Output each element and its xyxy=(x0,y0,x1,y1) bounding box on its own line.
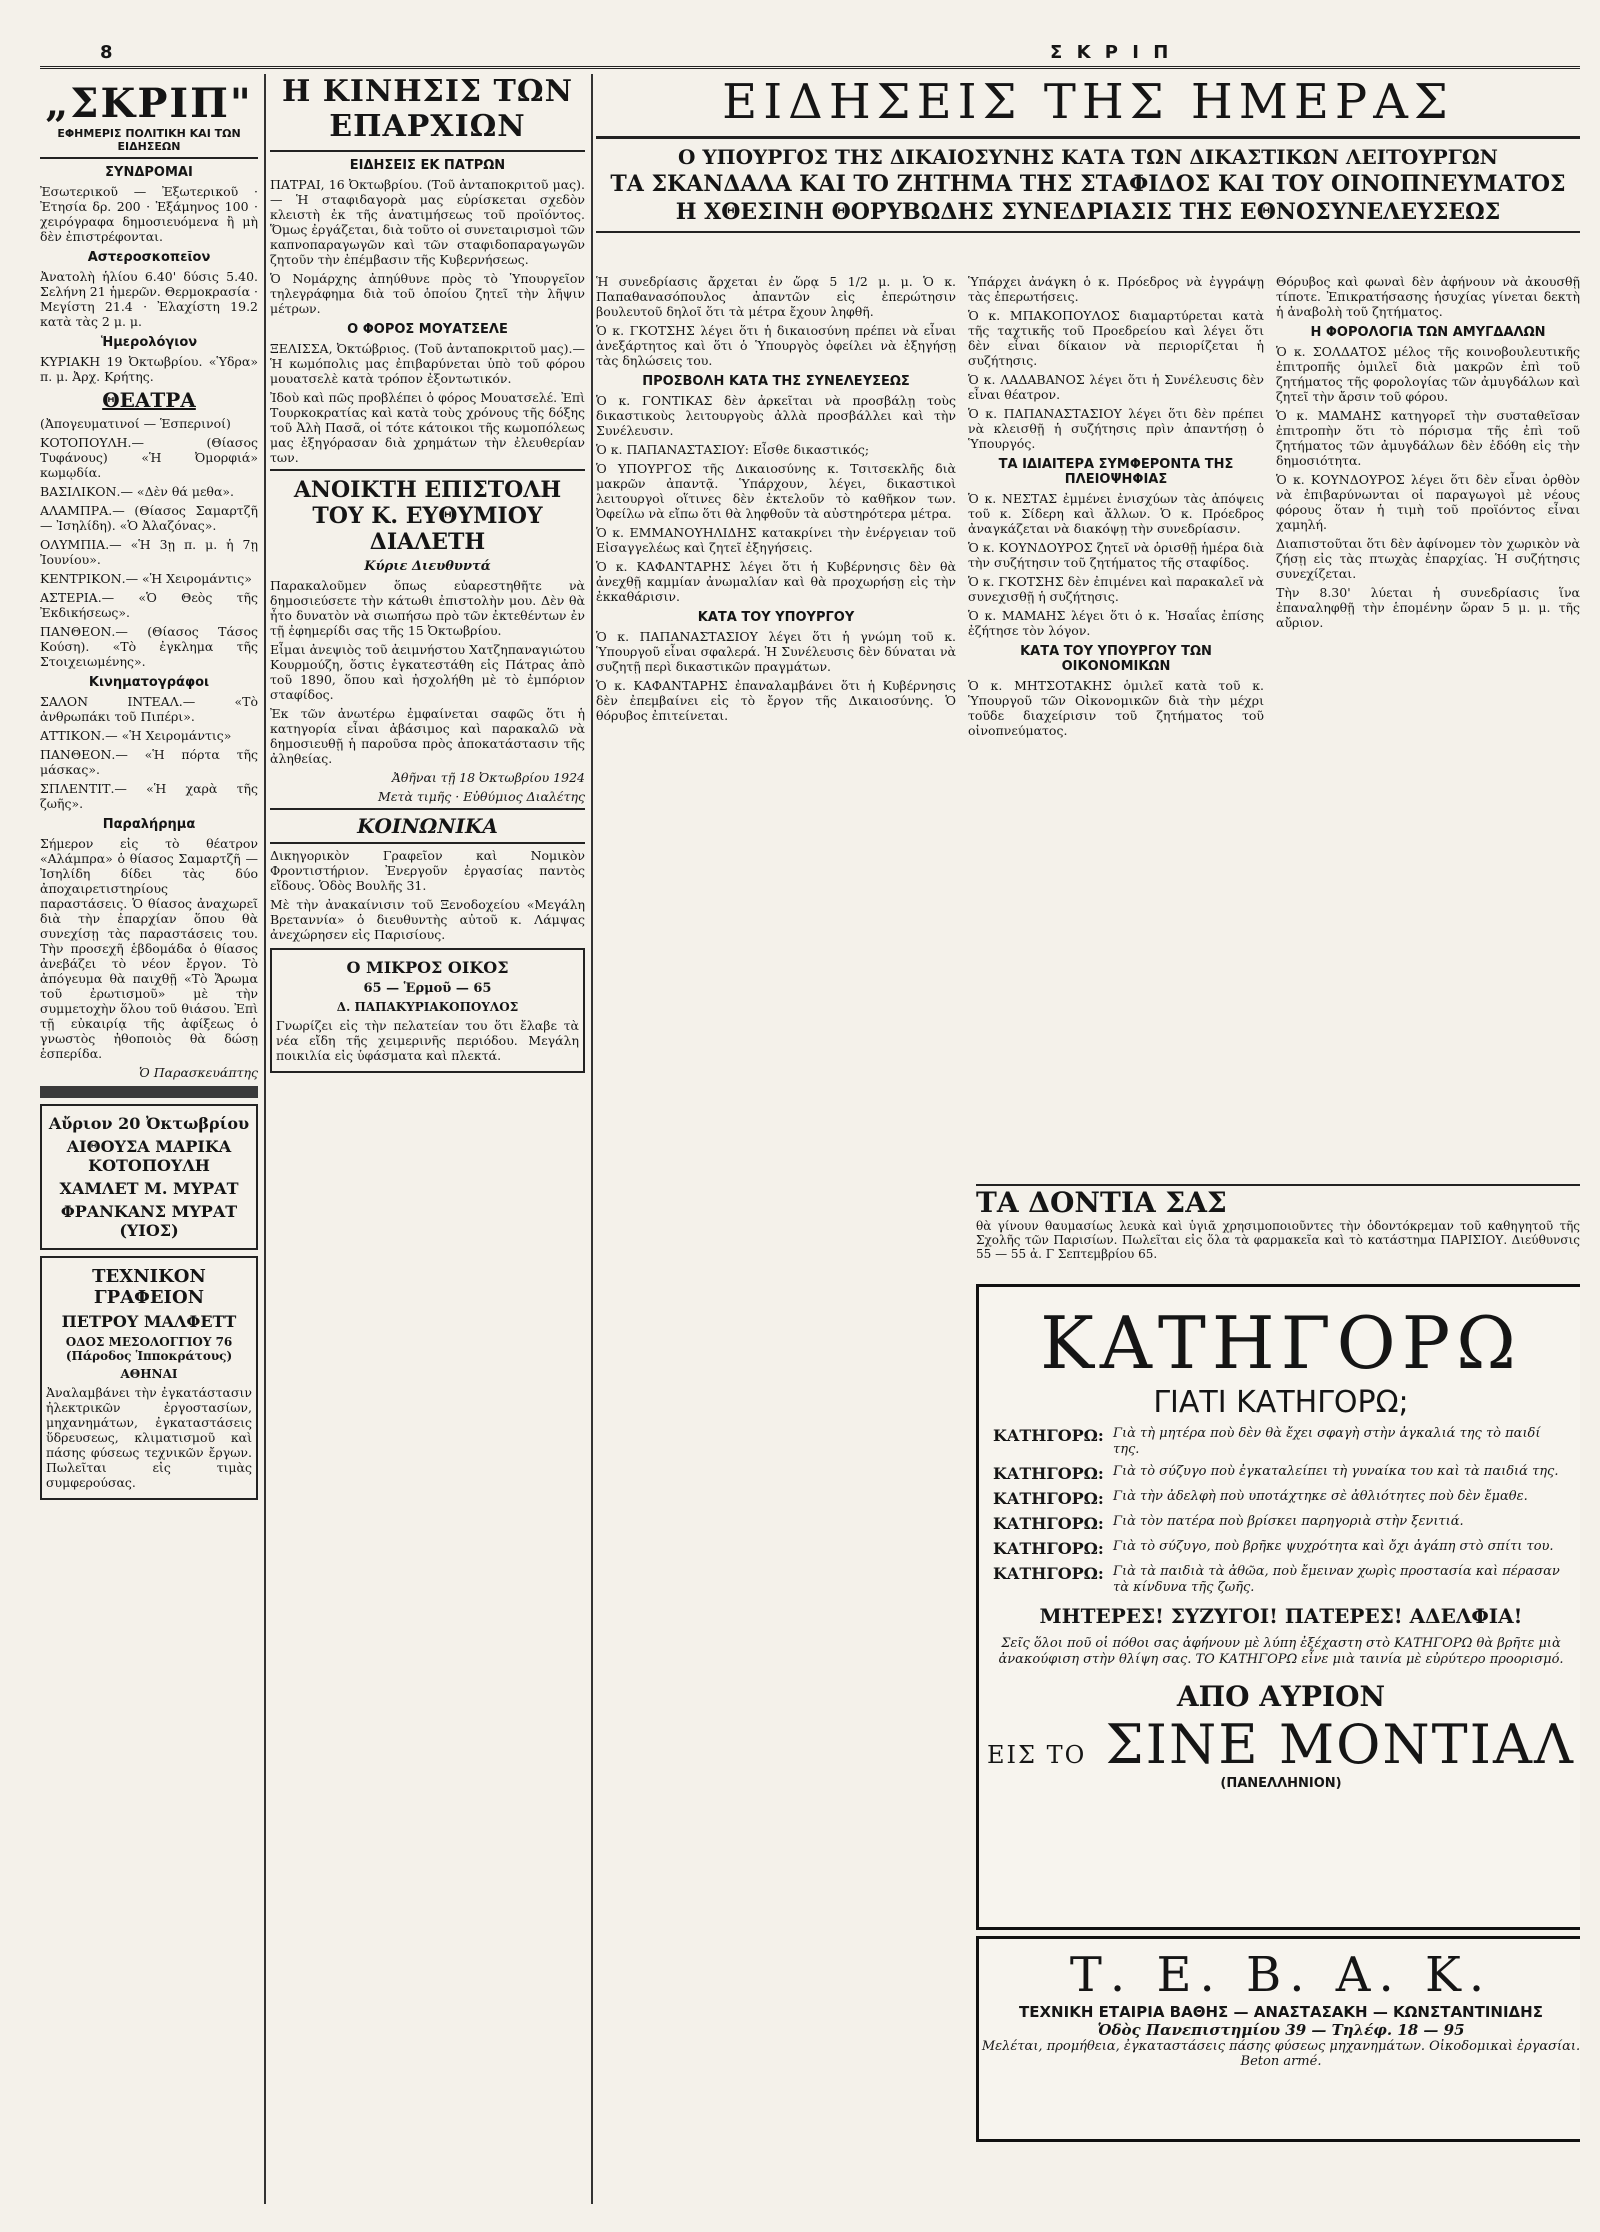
film-ad-from-tomorrow: ΑΠΟ ΑΥΡΙΟΝ xyxy=(1176,1680,1386,1713)
provinces-title: Η ΚΙΝΗΣΙΣ ΤΩΝ ΕΠΑΡΧΙΩΝ xyxy=(270,74,585,152)
news-paragraph: Ὁ κ. ΚΟΥΝΔΟΥΡΟΣ ζητεῖ νὰ ὁρισθῇ ἡμέρα διὰ τὴν συζήτησιν τοῦ ζητήματος τῆς σταφίδος. xyxy=(968,540,1264,570)
letter-paragraph-1: Παρακαλοῦμεν ὅπως εὐαρεστηθῆτε νὰ δημοσιεύσετε τὴν κάτωθι ἐπιστολὴν μου. Δὲν θὰ ἦτο δυνατὸν νὰ σιωπήσω πρὸ τῶν ἐκτεθέντων ἐν τῇ ἐφημερίδι σας τῆς 15 Ὀκτωβρίου. xyxy=(270,578,585,638)
film-subtitle: ΓΙΑΤΙ ΚΑΤΗΓΟΡΩ; xyxy=(1153,1385,1409,1420)
cinema-listing: ΣΠΛΕΝΤΙΤ.— «Ἡ χαρὰ τῆς ζωῆς». xyxy=(40,781,258,811)
observatory-text: Ἀνατολὴ ἡλίου 6.40' δύσις 5.40. Σελήνη 21 ἡμερῶν. Θερμοκρασία · Μεγίστη 21.4 · Ἐλαχίστη 19.2 κατὰ τὰς 2 μ. μ. xyxy=(40,269,258,329)
cinema-listing: ΣΑΛΟΝ ΙΝΤΕΑΛ.— «Τὸ ἀνθρωπάκι τοῦ Πιπέρι». xyxy=(40,694,258,724)
accuse-reason: Γιὰ τὸν πατέρα ποὺ βρίσκει παρηγοριὰ στὴν ξενιτιά. xyxy=(1113,1514,1464,1529)
cinema-name-line xyxy=(979,1713,1580,1776)
notes-text: Σήμερον εἰς τὸ θέατρον «Αλάμπρα» ὁ θίασος Σαμαρτζῆ — Ἰσηλίδη δίδει τὰς δύο ἀποχαιρετιστηρίους παραστάσεις. Ὁ θίασος ἀναχωρεῖ διὰ τὴν ἐπαρχίαν ὅπου θὰ συνεχίσῃ τὰς παραστάσεις του. Τὴν προσεχῆ ἑβδομάδα ὁ θίασος ἀνεβάζει τὸ νέον ἔργον. Τὸ ἀπόγευμα θὰ παιχθῇ «Τὸ Ἄρωμα τοῦ ἐρωτισμοῦ» μὲ τὴν συμμετοχὴν ὅλου τοῦ θιάσου. Ἐπὶ τῇ εὐκαιρίᾳ τῆς ἀφίξεως ὁ γνωστὸς ἠθοποιὸς θὰ δώσῃ ἑσπερίδα. xyxy=(40,836,258,1061)
accuse-key: ΚΑΤΗΓΟΡΩ: xyxy=(993,1539,1104,1558)
news-paragraph: Θόρυβος καὶ φωναὶ δὲν ἀφήνουν νὰ ἀκουσθῇ τίποτε. Ἐπικρατήσασης ἡσυχίας γίνεται δεκτὴ ἡ ἀναβολὴ τοῦ ζητήματος. xyxy=(1276,274,1580,319)
patras-subtitle: ΕΙΔΗΣΕΙΣ ΕΚ ΠΑΤΡΩΝ xyxy=(349,158,506,173)
social-paragraph-1: Δικηγορικὸν Γραφεῖον καὶ Νομικὸν Φροντιστήριον. Ἐνεργοῦν ἐργασίας παντὸς εἴδους. Ὁδὸς Βουλῆς 31. xyxy=(270,848,585,893)
notes-title: Παραλήρημα xyxy=(102,817,196,832)
accuse-row xyxy=(993,1489,1569,1508)
shop-text: Γνωρίζει εἰς τὴν πελατείαν του ὅτι ἔλαβε τὰ νέα εἴδη τῆς χειμερινῆς περιόδου. Μεγάλη ποικιλία εἰς ὑφάσματα καὶ πλεκτά. xyxy=(276,1018,579,1063)
news-paragraph: Ὁ κ. ΓΚΟΤΣΗΣ λέγει ὅτι ἡ δικαιοσύνη πρέπει νὰ εἶναι ἀνεξάρτητος καὶ ὅτι ὁ Ὑπουργὸς ὀφείλει νὰ ἐξηγήσῃ τὰς δηλώσεις του. xyxy=(596,323,956,368)
theatre-listing: ΑΣΤΕΡΙΑ.— «Ὁ Θεὸς τῆς Ἐκδικήσεως». xyxy=(40,590,258,620)
news-paragraph: Ὁ κ. ΜΑΜΑΗΣ λέγει ὅτι ὁ κ. Ἡσαΐας ἐπίσης ἐζήτησε τὸν λόγον. xyxy=(968,608,1264,638)
accuse-row xyxy=(993,1539,1569,1558)
news-subheading: ΠΡΟΣΒΟΛΗ ΚΑΤΑ ΤΗΣ ΣΥΝΕΛΕΥΣΕΩΣ xyxy=(642,374,910,389)
tevak-title: Τ. Ε. Β. Α. Κ. xyxy=(1069,1947,1493,2003)
letter-signature: Μετὰ τιμῆς · Εὐθύμιος Διαλέτης xyxy=(378,789,585,804)
subscriptions-title: ΣΥΝΔΡΟΜΑΙ xyxy=(105,165,193,180)
accuse-key: ΚΑΤΗΓΟΡΩ: xyxy=(993,1489,1104,1508)
shop-address: 65 — Ἑρμοῦ — 65 xyxy=(363,981,492,996)
accuse-row xyxy=(993,1514,1569,1533)
toothpaste-ad-title: ΤΑ ΔΟΝΤΙΑ ΣΑΣ xyxy=(976,1186,1227,1219)
tevak-advertisement xyxy=(976,1936,1580,2142)
cinema-prefix: ΕΙΣ ΤΟ xyxy=(987,1741,1087,1769)
office-name: ΠΕΤΡΟΥ ΜΑΛΦΕΤΤ xyxy=(61,1312,237,1331)
news-paragraph: Ἡ συνεδρίασις ἄρχεται ἐν ὥρᾳ 5 1/2 μ. μ. Ὁ κ. Παπαθανασόπουλος ἀπαντῶν εἰς ἐπερώτησιν βουλευτοῦ δηλοῖ ὅτι τὰ μέτρα ἔχουν ληφθῆ. xyxy=(596,274,956,319)
theatre-listing: ΑΛΑΜΠΡΑ.— (Θίασος Σαμαρτζῆ — Ἰσηλίδη). «Ὁ Ἀλαζόνας». xyxy=(40,503,258,533)
news-paragraph: Ὁ κ. ΓΟΝΤΙΚΑΣ δὲν ἀρκεῖται νὰ προσβάλῃ τοὺς δικαστικοὺς λειτουργοὺς ἀλλὰ προσβάλλει καὶ τὴν Συνέλευσιν. xyxy=(596,393,956,438)
social-title: ΚΟΙΝΩΝΙΚΑ xyxy=(270,808,585,844)
calendar-title: Ἡμερολόγιον xyxy=(100,335,198,350)
open-letter-title: ΑΝΟΙΚΤΗ ΕΠΙΣΤΟΛΗ ΤΟΥ Κ. ΕΥΘΥΜΙΟΥ ΔΙΑΛΕΤΗ xyxy=(270,469,585,555)
news-section xyxy=(596,74,1580,2204)
news-paragraph: Ὁ κ. ΚΑΦΑΝΤΑΡΗΣ ἐπαναλαμβάνει ὅτι ἡ Κυβέρνησις δὲν ἐπεμβαίνει εἰς τὸ ἔργον τῆς Δικαιοσύνης. Ὁ θόρυβος ἐπιτείνεται. xyxy=(596,678,956,723)
separator-bar xyxy=(40,1086,258,1098)
office-city: ΑΘΗΝΑΙ xyxy=(120,1367,178,1381)
accuse-reason: Γιὰ τὸ σύζυγο, ποὺ βρῆκε ψυχρότητα καὶ ὄχι ἀγάπη στὸ σπίτι του. xyxy=(1113,1539,1554,1554)
cinema-listing: ΠΑΝΘΕΟΝ.— «Ἡ πόρτα τῆς μάσκας». xyxy=(40,747,258,777)
news-paragraph: Ὁ κ. ΓΚΟΤΣΗΣ δὲν ἐπιμένει καὶ παρακαλεῖ νὰ συνεχισθῇ ἡ συζήτησις. xyxy=(968,574,1264,604)
news-paragraph: Τὴν 8.30' λύεται ἡ συνεδρίασις ἵνα ἐπαναληφθῇ τὴν ἑπομένην ὥραν 5 μ. μ. τῆς αὔριον. xyxy=(1276,585,1580,630)
news-paragraph: Ὁ κ. ΜΗΤΣΟΤΑΚΗΣ ὁμιλεῖ κατὰ τοῦ κ. Ὑπουργοῦ τῶν Οἰκονομικῶν διὰ τὴν μέχρι τοῦδε διαχείρισιν τοῦ ζητήματος τοῦ οἰνοπνεύματος. xyxy=(968,678,1264,738)
news-subcolumn-1 xyxy=(596,274,956,2204)
promo-lines xyxy=(46,1137,252,1240)
accuse-reason: Γιὰ τὸ σύζυγο ποὺ ἐγκαταλείπει τὴ γυναίκα του καὶ τὰ παιδιά της. xyxy=(1113,1464,1559,1479)
paper-name: Σ Κ Ρ Ι Π xyxy=(1050,42,1173,63)
accuse-key: ΚΑΤΗΓΟΡΩ: xyxy=(993,1464,1104,1483)
theatre-listing: ΟΛΥΜΠΙΑ.— «Ἡ 3ῃ π. μ. ἡ 7ῃ Ἰουνίου». xyxy=(40,537,258,567)
technical-office-ad xyxy=(40,1256,258,1500)
film-ad-note: Σεῖς ὅλοι ποῦ οἱ πόθοι σας ἀφήνουν μὲ λύπη ἐξέχαστη στὸ ΚΑΤΗΓΟΡΩ θὰ βρῆτε μιὰ ἀνακούφιση στὴν θλίψη σας. ΤΟ ΚΑΤΗΓΟΡΩ εἶνε μιὰ ταινία μὲ εὐρύτερο προορισμό. xyxy=(998,1636,1564,1667)
news-paragraph: Ὁ κ. ΠΑΠΑΝΑΣΤΑΣΙΟΥ λέγει ὅτι δὲν πρέπει νὰ κλεισθῇ ἡ συζήτησις πρὶν ἀπαντήσῃ ὁ Ὑπουργός. xyxy=(968,406,1264,451)
accuse-key: ΚΑΤΗΓΟΡΩ: xyxy=(993,1426,1104,1445)
tax-paragraph-2: Ἰδοὺ καὶ πῶς προβλέπει ὁ φόρος Μουατσελέ. Ἐπὶ Τουρκοκρατίας καὶ κατὰ τοὺς χρόνους τῆς δόξης τοῦ Ἀλὴ Πασᾶ, οἱ τότε κάτοικοι τῆς κωμοπόλεως μας ἐξηγόρασαν διὰ χρημάτων τὴν ἐλευθερίαν των. xyxy=(270,390,585,465)
accuse-reason: Γιὰ τὰ παιδιὰ τὰ ἀθῶα, ποὺ ἔμειναν χωρὶς προστασία καὶ πέρασαν τὰ κίνδυνα τῆς ζωῆς. xyxy=(1113,1564,1560,1595)
film-title: ΚΑΤΗΓΟΡΩ xyxy=(1040,1301,1522,1385)
office-address: ΟΔΟΣ ΜΕΣΟΛΟΓΓΙΟΥ 76 (Πάροδος Ἱπποκράτους) xyxy=(65,1335,233,1363)
toothpaste-ad xyxy=(976,1184,1580,1276)
toothpaste-ad-text: θὰ γίνουν θαυμασίως λευκὰ καὶ ὑγιᾶ χρησιμοποιοῦντες τὴν ὁδοντόκρεμαν τοῦ καθηγητοῦ τῆς Σχολῆς τῶν Παρισίων. Πωλεῖται εἰς ὅλα τὰ φαρμακεῖα καὶ τὸ κατάστημα ΠΑΡΙΣΙΟΥ. Διεύθυνσις 55 — 55 ἀ. Γ Σεπτεμβρίου 65. xyxy=(976,1219,1580,1261)
patras-paragraph-1: ΠΑΤΡΑΙ, 16 Ὀκτωβρίου. (Τοῦ ἀνταποκριτοῦ μας).— Ἡ σταφιδαγορὰ μας εὑρίσκεται σχεδὸν κλειστὴ ἐκ τῆς ἀνατιμήσεως τοῦ προϊόντος. Ὅμως ἐργάζεται, διὰ τοῦτο οἱ συνεταιρισμοὶ τῶν καπνοπαραγωγῶν καὶ τῶν σταφιδοπαραγωγῶν ζητοῦν τὴν ἐπέμβασιν τῆς Κυβερνήσεως. xyxy=(270,177,585,267)
cinema-name: ΣΙΝΕ ΜΟΝΤΙΑΛ xyxy=(1105,1713,1575,1776)
subscriptions-text: Ἐσωτερικοῦ — Ἐξωτερικοῦ · Ἐτησία δρ. 200 · Ἑξάμηνος 100 · χειρόγραφα δημοσιευόμενα ἢ μὴ δὲν ἐπιστρέφονται. xyxy=(40,184,258,244)
cinema-hall: (ΠΑΝΕΛΛΗΝΙΟΝ) xyxy=(1220,1776,1342,1791)
news-subheading: ΚΑΤΑ ΤΟΥ ΥΠΟΥΡΓΟΥ xyxy=(697,610,855,625)
letter-place-date: Ἀθῆναι τῇ 18 Ὀκτωβρίου 1924 xyxy=(391,770,585,785)
letter-paragraph-2: Εἶμαι ἀνεψιὸς τοῦ ἀειμνήστου Χατζηπαναγιώτου Κουρμούζη, ὅστις ἐγκατεστάθη εἰς Πάτρας ἀπὸ τοῦ 1890, ὅπου καὶ ἠσχολήθη μὲ τὸ ἐμπόριον σταφίδος. xyxy=(270,642,585,702)
cinema-list xyxy=(40,694,258,811)
newspaper-page xyxy=(40,40,1580,2210)
headline-3: Η ΧΘΕΣΙΝΗ ΘΟΡΥΒΩΔΗΣ ΣΥΝΕΔΡΙΑΣΙΣ ΤΗΣ ΕΘΝΟΣΥΝΕΛΕΥΣΕΩΣ xyxy=(596,199,1580,233)
headline-2: ΤΑ ΣΚΑΝΔΑΛΑ ΚΑΙ ΤΟ ΖΗΤΗΜΑ ΤΗΣ ΣΤΑΦΙΔΟΣ ΚΑΙ ΤΟΥ ΟΙΝΟΠΝΕΥΜΑΤΟΣ xyxy=(610,171,1566,197)
provinces-column xyxy=(270,74,593,2204)
letter-greeting: Κύριε Διευθυντά xyxy=(364,559,491,574)
theatre-listing: ΚΕΝΤΡΙΚΟΝ.— «Ἡ Χειρομάντις» xyxy=(40,571,252,586)
cinemas-title: Κινηματογράφοι xyxy=(88,675,210,690)
news-paragraph: Ὁ κ. ΕΜΜΑΝΟΥΗΛΙΔΗΣ κατακρίνει τὴν ἐνέργειαν τοῦ Εἰσαγγελέως καὶ ζητεῖ ἐξηγήσεις. xyxy=(596,525,956,555)
theatre-list xyxy=(40,416,258,669)
tevak-company: ΤΕΧΝΙΚΗ ΕΤΑΙΡΙΑ ΒΑΘΗΣ — ΑΝΑΣΤΑΣΑΚΗ — ΚΩΝΣΤΑΝΤΙΝΙΔΗΣ xyxy=(1019,2003,1543,2021)
theatre-listing: ΠΑΝΘΕΟΝ.— (Θίασος Τάσος Κούση). «Τὸ ἐγκλημα τῆς Στοιχειωμένης». xyxy=(40,624,258,669)
shop-title: Ο ΜΙΚΡΟΣ ΟΙΚΟΣ xyxy=(346,958,509,977)
calendar-text: ΚΥΡΙΑΚΗ 19 Ὀκτωβρίου. «Ὑδρα» π. μ. Ἀρχ. Κρήτης. xyxy=(40,354,258,384)
news-paragraph: Ὁ κ. ΛΑΔΑΒΑΝΟΣ λέγει ὅτι ἡ Συνέλευσις δὲν εἶναι θέατρον. xyxy=(968,372,1264,402)
office-title: ΤΕΧΝΙΚΟΝ ΓΡΑΦΕΙΟΝ xyxy=(92,1266,206,1308)
theatres-title: ΘΕΑΤΡΑ xyxy=(102,388,196,412)
accuse-row xyxy=(993,1426,1569,1458)
accuse-reason: Γιὰ τὴν ἀδελφὴ ποὺ υποτάχτηκε σὲ ἀθλιότητες ποὺ δὲν ἔμαθε. xyxy=(1113,1489,1528,1504)
news-paragraph: Ὁ κ. ΚΑΦΑΝΤΑΡΗΣ λέγει ὅτι ἡ Κυβέρνησις δὲν θὰ ἀνεχθῇ καμμίαν ἀνωμαλίαν καὶ θὰ προχωρήσῃ εἰς τὴν ἐκκαθάρισιν. xyxy=(596,559,956,604)
shop-ad xyxy=(270,948,585,1073)
promo-date: Αὔριον 20 Ὀκτωβρίου xyxy=(48,1114,250,1133)
accuse-key: ΚΑΤΗΓΟΡΩ: xyxy=(993,1564,1104,1583)
news-paragraph: Ὁ κ. ΣΟΛΔΑΤΟΣ μέλος τῆς κοινοβουλευτικῆς ἐπιτροπῆς ὁμιλεῖ διὰ μακρῶν ἐπὶ τοῦ ζητήματος τῆς φορολογίας τῶν ἀμυγδάλων καὶ ζητεῖ τὴν ἄρσιν τοῦ φόρου. xyxy=(1276,344,1580,404)
patras-paragraph-2: Ὁ Νομάρχης ἀπηύθυνε πρὸς τὸ Ὑπουργεῖον τηλεγράφημα διὰ τοῦ ὁποίου ζητεῖ τὴν λῆψιν μέτρων. xyxy=(270,271,585,316)
news-paragraph: Ὁ κ. ΠΑΠΑΝΑΣΤΑΣΙΟΥ λέγει ὅτι ἡ γνώμη τοῦ κ. Ὑπουργοῦ εἶναι σφαλερά. Ἡ Συνέλευσις δὲν δύναται νὰ συζητῇ περὶ δικαστικῶν πραγμάτων. xyxy=(596,629,956,674)
news-subheading: Η ΦΟΡΟΛΟΓΙΑ ΤΩΝ ΑΜΥΓΔΑΛΩΝ xyxy=(1310,325,1546,340)
theatre-listing: ΒΑΣΙΛΙΚΟΝ.— «Δὲν θά μεθα». xyxy=(40,484,235,499)
news-paragraph: Ὑπάρχει ἀνάγκη ὁ κ. Πρόεδρος νὰ ἐγγράψῃ τὰς ἐπερωτήσεις. xyxy=(968,274,1264,304)
promo-line: ΑΙΘΟΥΣΑ ΜΑΡΙΚΑ ΚΟΤΟΠΟΥΛΗ xyxy=(66,1137,232,1175)
news-subcolumn-3 xyxy=(1276,274,1580,1174)
promo-box xyxy=(40,1104,258,1250)
accuse-reason: Γιὰ τὴ μητέρα ποὺ δὲν θὰ ἔχει σφαγὴ στὴν ἀγκαλιά της τὸ παιδί της. xyxy=(1113,1426,1541,1457)
cinema-listing: ΑΤΤΙΚΟΝ.— «Ἡ Χειρομάντις» xyxy=(40,728,232,743)
news-paragraph: Ὁ κ. ΠΑΠΑΝΑΣΤΑΣΙΟΥ: Εἶσθε δικαστικός; xyxy=(596,442,870,457)
film-ad-cry: ΜΗΤΕΡΕΣ! ΣΥΖΥΓΟΙ! ΠΑΤΕΡΕΣ! ΑΔΕΛΦΙΑ! xyxy=(1039,1604,1523,1628)
page-header xyxy=(40,40,1580,69)
masthead: „ΣΚΡΙΠ" xyxy=(45,80,253,127)
tevak-address: Ὁδὸς Πανεπιστημίου 39 — Τηλέφ. 18 — 95 xyxy=(1097,2021,1465,2039)
masthead-subtitle: ΕΦΗΜΕΡΙΣ ΠΟΛΙΤΙΚΗ ΚΑΙ ΤΩΝ ΕΙΔΗΣΕΩΝ xyxy=(40,127,258,159)
letter-paragraph-3: Ἐκ τῶν ἀνωτέρω ἐμφαίνεται σαφῶς ὅτι ἡ κατηγορία εἶναι ἀβάσιμος καὶ παρακαλῶ νὰ δημοσιευθῇ ἡ παροῦσα πρὸς ἀποκατάστασιν τῆς ἀληθείας. xyxy=(270,706,585,766)
accuse-key: ΚΑΤΗΓΟΡΩ: xyxy=(993,1514,1104,1533)
news-subheading: ΤΑ ΙΔΙΑΙΤΕΡΑ ΣΥΜΦΕΡΟΝΤΑ ΤΗΣ ΠΛΕΙΟΨΗΦΙΑΣ xyxy=(998,457,1234,487)
left-column xyxy=(40,74,266,2204)
news-paragraph: Ὁ κ. ΜΑΜΑΗΣ κατηγορεῖ τὴν συσταθεῖσαν ἐπιτροπὴν ὅτι τὸ πόρισμα τῆς ἐπὶ τοῦ ζητήματος τῶν ἀμυγδάλων δὲν ἐδόθη εἰς τὴν δημοσιότητα. xyxy=(1276,408,1580,468)
news-subcolumn-2 xyxy=(968,274,1264,1174)
promo-line: ΦΡΑΝΚΑΝΣ ΜΥΡΑΤ (ΥΙΟΣ) xyxy=(60,1202,238,1240)
tevak-services: Μελέται, προμήθεια, ἐγκαταστάσεις πάσης φύσεως μηχανημάτων. Οἰκοδομικαὶ ἐργασίαι. Beton armé. xyxy=(981,2039,1580,2069)
accuse-row xyxy=(993,1564,1569,1596)
office-text: Ἀναλαμβάνει τὴν ἐγκατάστασιν ἠλεκτρικῶν ἐργοστασίων, μηχανημάτων, ἐγκαταστάσεις ὕδρευσεως, κλιματισμοῦ καὶ πάσης φύσεως τεχνικῶν ἔργων. Πωλεῖται εἰς τιμὰς συμφερούσας. xyxy=(46,1385,252,1490)
news-paragraph: Διαπιστοῦται ὅτι δὲν ἀφίνομεν τὸν χωρικὸν νὰ ζήσῃ εἰς τὰς πτωχὰς ἐπαρχίας. Ἡ συζήτησις συνεχίζεται. xyxy=(1276,536,1580,581)
accuse-row xyxy=(993,1464,1569,1483)
news-subheading: ΚΑΤΑ ΤΟΥ ΥΠΟΥΡΓΟΥ ΤΩΝ ΟΙΚΟΝΟΜΙΚΩΝ xyxy=(1020,644,1212,674)
news-paragraph: Ὁ κ. ΝΕΣΤΑΣ ἐμμένει ἐνισχύων τὰς ἀπόψεις τοῦ κ. Σίδερη καὶ ἄλλων. Ὁ κ. Πρόεδρος ἀναγκάζεται νὰ διακόψῃ τὴν συνεδρίασιν. xyxy=(968,491,1264,536)
observatory-title: Αστεροσκοπεῖον xyxy=(87,250,211,265)
tax-subtitle: Ο ΦΟΡΟΣ ΜΟΥΑΤΣΕΛΕ xyxy=(347,322,508,337)
film-ad-rows xyxy=(979,1426,1580,1596)
social-paragraph-2: Μὲ τὴν ἀνακαίνισιν τοῦ Ξενοδοχείου «Μεγάλη Βρεταννία» ὁ διευθυντὴς αὐτοῦ κ. Λάμψας ἀνεχώρησεν εἰς Παρισίους. xyxy=(270,897,585,942)
news-paragraph: Ὁ ΥΠΟΥΡΓΟΣ τῆς Δικαιοσύνης κ. Τσιτσεκλῆς διὰ μακρῶν ἀπαντᾷ. Ὑπάρχουν, λέγει, δικαστικοὶ λειτουργοὶ οἵτινες δὲν ἐκτελοῦν τὸ καθῆκον των. Ὀφείλω νὰ εἴπω ὅτι θὰ ληφθοῦν τὰ αὐστηρότερα μέτρα. xyxy=(596,461,956,521)
notes-signature: Ὁ Παρασκευάπτης xyxy=(139,1065,258,1080)
news-paragraph: Ὁ κ. ΜΠΑΚΟΠΟΥΛΟΣ διαμαρτύρεται κατὰ τῆς ταχτικῆς τοῦ Προεδρείου καὶ λέγει ὅτι δὲν εἶναι δίκαιον νὰ περιορίζεται ἡ συζήτησις. xyxy=(968,308,1264,368)
promo-line: ΧΑΜΛΕΤ Μ. ΜΥΡΑΤ xyxy=(59,1179,239,1198)
page-number: 8 xyxy=(100,42,113,63)
news-paragraph: Ὁ κ. ΚΟΥΝΔΟΥΡΟΣ λέγει ὅτι δὲν εἶναι ὀρθὸν νὰ ἐπιβαρύνωνται οἱ παραγωγοὶ μὲ νέους φόρους ὅταν ἡ τιμὴ τοῦ προϊόντος εἶναι χαμηλή. xyxy=(1276,472,1580,532)
shop-owner: Δ. ΠΑΠΑΚΥΡΙΑΚΟΠΟΥΛΟΣ xyxy=(336,1000,519,1014)
headline-1: Ο ΥΠΟΥΡΓΟΣ ΤΗΣ ΔΙΚΑΙΟΣΥΝΗΣ ΚΑΤΑ ΤΩΝ ΔΙΚΑΣΤΙΚΩΝ ΛΕΙΤΟΥΡΓΩΝ xyxy=(678,145,1498,169)
news-banner: ΕΙΔΗΣΕΙΣ ΤΗΣ ΗΜΕΡΑΣ xyxy=(596,74,1580,139)
tax-paragraph-1: ΞΕΛΙΣΣΑ, Ὀκτώβριος. (Τοῦ ἀνταποκριτοῦ μας).— Ἡ κωμόπολις μας ἐπιβαρύνεται ὑπὸ τοῦ φόρου μουατσελὲ κατὰ τρόπον ἐξοντωτικόν. xyxy=(270,341,585,386)
film-advertisement xyxy=(976,1284,1580,1930)
theatre-listing: (Ἀπογευματινοί — Ἑσπερινοί) xyxy=(40,416,231,431)
theatre-listing: ΚΟΤΟΠΟΥΛΗ.— (Θίασος Τυφάνους) «Ἡ Ὀμορφιά» κωμῳδία. xyxy=(40,435,258,480)
